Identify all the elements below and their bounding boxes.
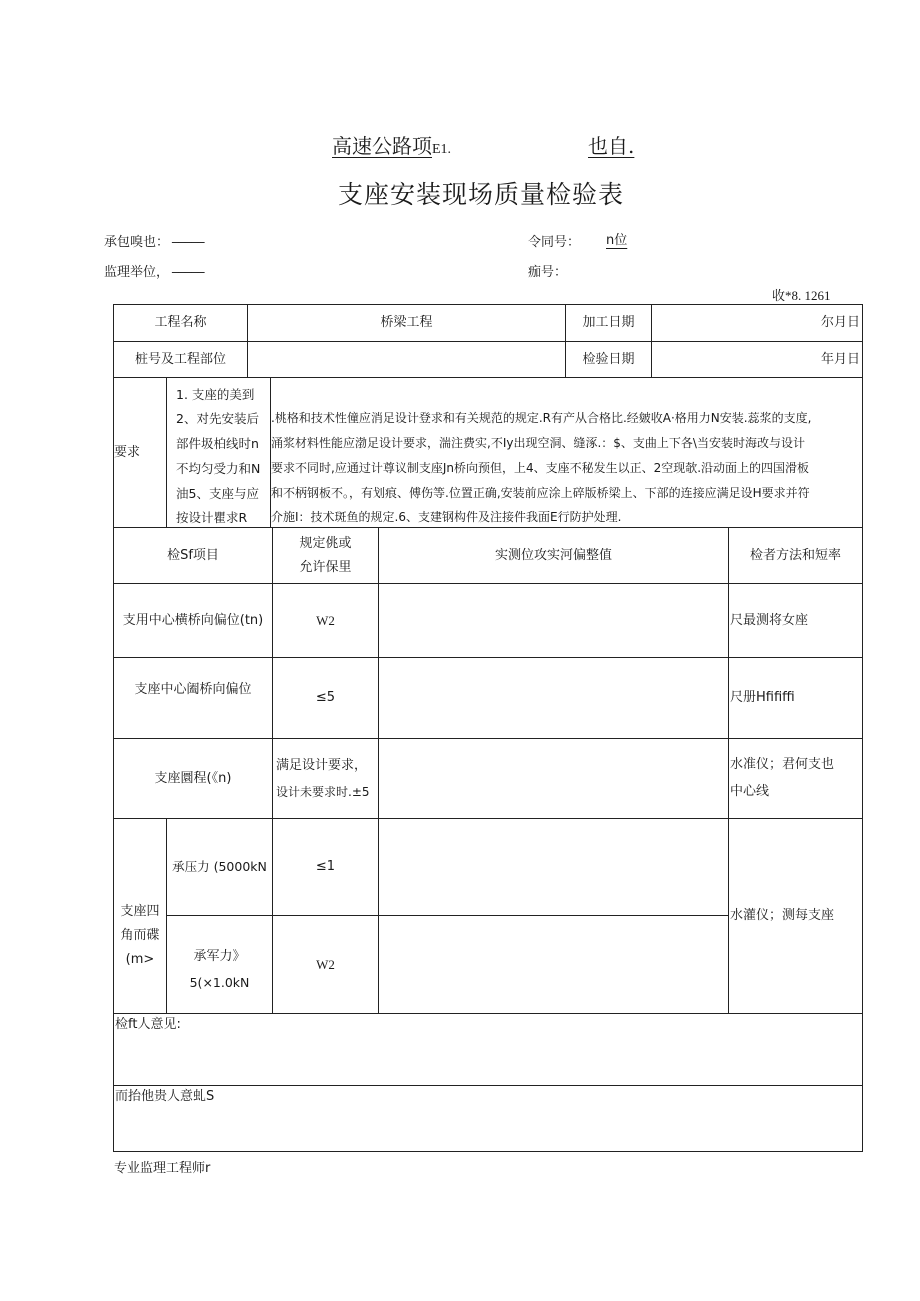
- page-title: 支座安装现场质量检验表: [338, 180, 625, 209]
- inspect-date-label: 检验日期: [582, 351, 635, 367]
- table-row-measured[interactable]: [379, 739, 728, 818]
- corner-group-line2: 角而碟: [120, 928, 160, 943]
- allow-line1: 满足设计要求，: [276, 757, 368, 773]
- table-row-method: [730, 739, 862, 818]
- table-row-method: 尺册Hfififfi: [730, 690, 795, 705]
- form-code: 收*8. 1261: [772, 288, 831, 303]
- req-left-line: 1. 支座的美到: [176, 387, 255, 402]
- corner-sub2-label: [167, 916, 272, 1013]
- col-method-header: 检者方法和短率: [749, 547, 841, 563]
- serial-label: 痂号：: [528, 265, 568, 280]
- method-line1: 水准仪；君何支也: [730, 757, 835, 772]
- table-row-item: 支用中心横桥向偏位(tn): [122, 612, 264, 628]
- supervisor-opinion[interactable]: 而抬他贵人意虬S: [115, 1089, 215, 1104]
- process-date-label: 加工日期: [582, 315, 635, 330]
- requirements-label: 要求: [114, 444, 141, 460]
- corner-sub2-line2: 5(×1.0kN: [189, 974, 250, 990]
- corner-group-line1: 支座四: [120, 904, 160, 919]
- inspector-opinion[interactable]: 检ft人意见:: [115, 1017, 181, 1032]
- req-left-line: 2、对先安装后: [176, 411, 259, 426]
- table-row-measured[interactable]: [379, 584, 728, 657]
- table-row-allow: [273, 739, 378, 818]
- project-name-value[interactable]: 桥梁工程: [380, 315, 433, 330]
- allow-line2: 设计未要求时.±5: [276, 784, 370, 799]
- corner-group-line3: (m>: [125, 952, 155, 967]
- table-row-method: 尺最测将女座: [730, 612, 809, 628]
- corner-sub1-label: 承压力 (5000kN: [172, 859, 267, 874]
- title-right: 也自.: [588, 134, 635, 158]
- inspect-date-value[interactable]: 年月日: [820, 351, 860, 367]
- table-rule: [113, 1013, 863, 1014]
- table-row-item: 支座圜程(《n): [154, 770, 232, 786]
- corner-method: 水灌仪；测每支座: [730, 908, 835, 923]
- col-measured-header: 实测位攻实河偏整值: [494, 547, 612, 563]
- table-rule: [728, 527, 729, 1013]
- req-right-line: .桃格和技术性僮应消足设计登求和有关规范的规定.R有产从合格比.经皴收A·格用力N安装.蕊浆的支度,: [271, 411, 812, 425]
- table-rule: [113, 1085, 863, 1086]
- req-right-line: 和不柄钢板不。，有划痕、傅伤等.位置正确,安装前应涂上碎版桥梁上、下部的连接应满足设H要求并符: [271, 486, 810, 500]
- table-rule: [113, 1151, 863, 1152]
- contractor-label: 承包嗅也：: [104, 235, 170, 250]
- engineer-signature-label: 专业监理工程师r: [114, 1161, 211, 1176]
- req-left-line: 部件圾柏线时n: [176, 436, 259, 451]
- corner-sub2-allow: W2: [316, 956, 335, 972]
- contract-no-label: 令同号：: [528, 235, 581, 250]
- method-line2: 中心线: [730, 784, 770, 799]
- corner-sub1-measured[interactable]: [379, 819, 728, 915]
- title-left-tail: E1.: [432, 142, 452, 157]
- process-date-value[interactable]: 尔月日: [820, 315, 860, 330]
- project-name-label: 工程名称: [154, 315, 207, 330]
- req-right-line: 介施I：技术斑鱼的规定.6、支建钢构件及注接件我面E行防护处理.: [271, 510, 622, 524]
- station-value[interactable]: [248, 342, 565, 377]
- table-row-allow: W2: [316, 612, 335, 628]
- col-allow-header: [273, 528, 378, 583]
- req-right-line: 要求不同时,应通过计尊议制支座Jn桥向预但，上4、支座不秘发生以正、2空现欹.沿动面上的四国滑板: [271, 461, 810, 475]
- requirements-right: [271, 378, 861, 527]
- contract-no-value[interactable]: n位: [606, 233, 628, 248]
- corner-sub2-line1: 承军力》: [193, 948, 246, 964]
- table-rule: [166, 377, 167, 527]
- col-allow-line2: 允许保里: [299, 559, 352, 575]
- supervisor-label: 监理举位，: [104, 265, 170, 280]
- contractor-value[interactable]: _____: [172, 229, 205, 244]
- col-allow-line1: 规定佻或: [299, 535, 352, 551]
- supervisor-value[interactable]: _____: [172, 259, 205, 274]
- table-row-allow: ≤5: [315, 690, 336, 705]
- table-rule: [862, 304, 863, 1152]
- corner-group-label: [114, 819, 166, 1013]
- req-left-line: 油5、支座与应: [176, 486, 259, 501]
- table-row-item: 支座中心阖桥向偏位: [134, 682, 252, 697]
- title-left: [332, 130, 451, 159]
- corner-sub2-measured[interactable]: [379, 916, 728, 1013]
- req-left-line: 按设计瞿求R: [176, 510, 248, 525]
- req-right-line: 涌浆材料性能应渤足设计要求，湍注费实,不Iy出现空洞、缝涿.：$、支曲上下各\当安装时海改与设计: [271, 436, 805, 450]
- col-item-header: 检Sf项目: [167, 547, 219, 563]
- station-label: 桩号及工程部位: [134, 351, 226, 367]
- corner-sub1-allow: ≤1: [315, 859, 336, 874]
- table-row-measured[interactable]: [379, 658, 728, 738]
- title-left-main: 高速公路项: [332, 134, 432, 158]
- req-left-line: 不均匀受力和N: [176, 461, 261, 476]
